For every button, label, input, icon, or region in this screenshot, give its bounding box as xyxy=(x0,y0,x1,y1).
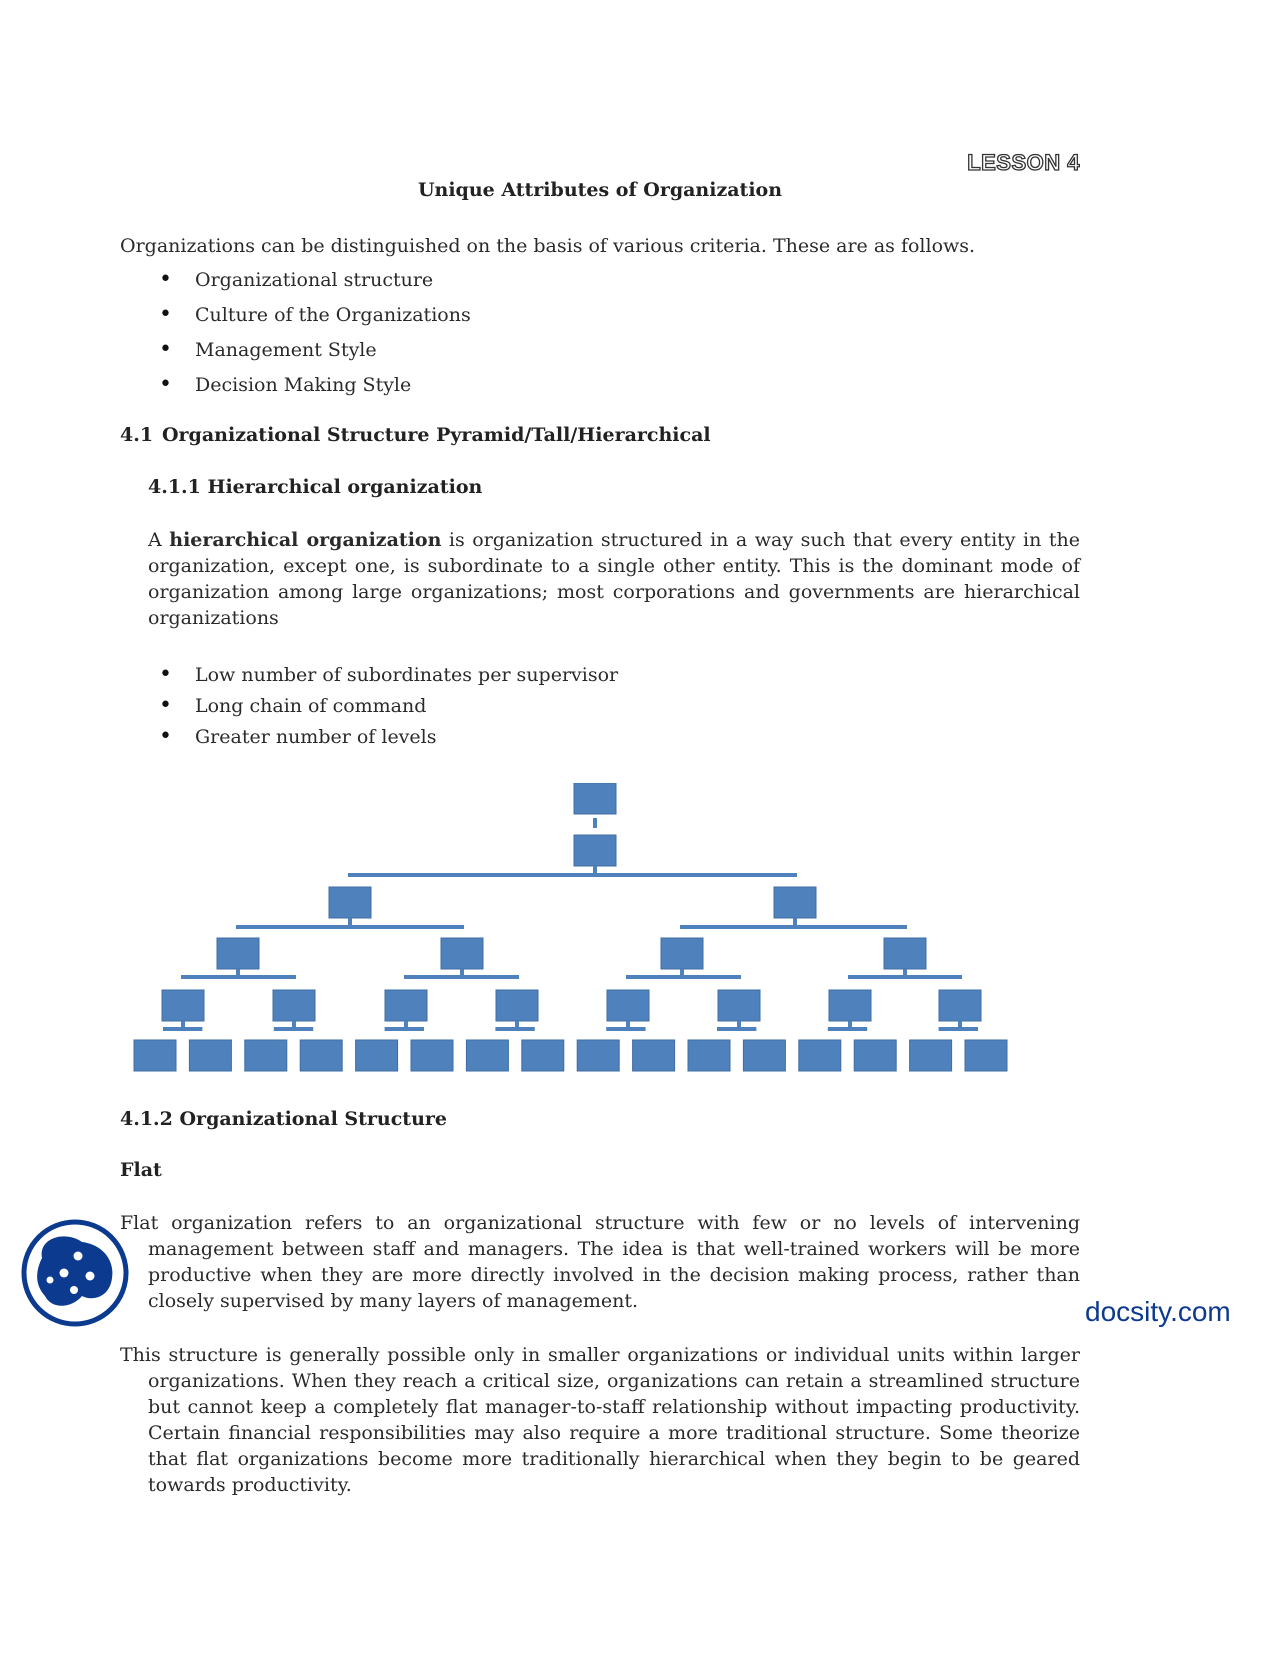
org-box-level-3 xyxy=(441,938,483,969)
section-number: 4.1 xyxy=(120,424,154,446)
bullet-icon: • xyxy=(159,337,172,362)
list-item: • Decision Making Style xyxy=(155,370,471,405)
section-4-1-heading xyxy=(120,424,711,446)
org-box-level-1 xyxy=(574,835,616,866)
org-box-level-3 xyxy=(661,938,703,969)
docsity-logo-icon xyxy=(20,1218,130,1328)
org-box-level-4 xyxy=(939,990,981,1021)
hierarchy-org-chart xyxy=(130,783,1060,1083)
bullet-icon: • xyxy=(159,662,172,687)
org-box-level-5 xyxy=(633,1040,675,1071)
section-4-1-1-heading: 4.1.1 Hierarchical organization xyxy=(148,476,483,498)
org-box-level-5 xyxy=(577,1040,619,1071)
org-box-level-5 xyxy=(854,1040,896,1071)
list-item: • Organizational structure xyxy=(155,265,471,300)
bullet-icon: • xyxy=(159,724,172,749)
org-box-level-5 xyxy=(466,1040,508,1071)
lesson-label: LESSON 4 xyxy=(967,150,1080,175)
org-box-level-4 xyxy=(162,990,204,1021)
org-box-top xyxy=(574,783,616,814)
org-box-level-5 xyxy=(411,1040,453,1071)
org-box-level-4 xyxy=(607,990,649,1021)
flat-paragraph-1: Flat organization refers to an organizational structure with few or no levels of intervening management between staff and managers. The idea is that well-trained workers will be more productive when they are more directly involved in the decision making process, rather than closely supervised by many layers of management. xyxy=(120,1212,1080,1312)
section-4-1-2-heading: 4.1.2 Organizational Structure xyxy=(120,1108,447,1130)
org-box-level-5 xyxy=(965,1040,1007,1071)
org-box-level-5 xyxy=(522,1040,564,1071)
org-box-level-5 xyxy=(189,1040,231,1071)
org-box-level-2 xyxy=(774,887,816,918)
bullet-icon: • xyxy=(159,693,172,718)
bullet-icon: • xyxy=(159,372,172,397)
org-box-level-5 xyxy=(688,1040,730,1071)
org-box-level-3 xyxy=(217,938,259,969)
hierarchical-paragraph: A hierarchical organization is organization structured in a way such that every entity in the organization, except one, is subordinate to a single other entity. This is the dominant mode of organization among large organizations; most corporations and governments are hierarchical organizations xyxy=(148,529,1080,629)
org-box-level-5 xyxy=(743,1040,785,1071)
flat-subheading: Flat xyxy=(120,1159,162,1181)
org-box-level-3 xyxy=(884,938,926,969)
flat-paragraph-2: This structure is generally possible only in smaller organizations or individual units within larger organizations. When they reach a critical size, organizations can retain a streamlined structure but cannot keep a completely flat manager-to-staff relationship without impacting productivity. Certain financial responsibilities may also require a more traditional structure. Some theorize that flat organizations become more traditionally hierarchical when they begin to be geared towards productivity. xyxy=(120,1344,1080,1496)
org-box-level-2 xyxy=(329,887,371,918)
org-box-level-5 xyxy=(300,1040,342,1071)
docsity-watermark: docsity.com xyxy=(1085,1296,1231,1327)
list-item: • Long chain of command xyxy=(155,691,618,722)
list-item: • Culture of the Organizations xyxy=(155,300,471,335)
org-box-level-4 xyxy=(718,990,760,1021)
org-box-level-5 xyxy=(245,1040,287,1071)
list-item: • Greater number of levels xyxy=(155,722,618,753)
list-item: • Low number of subordinates per supervisor xyxy=(155,660,618,691)
org-box-level-5 xyxy=(356,1040,398,1071)
bullet-icon: • xyxy=(159,302,172,327)
org-box-level-4 xyxy=(829,990,871,1021)
features-list xyxy=(155,660,618,753)
org-box-level-5 xyxy=(910,1040,952,1071)
org-box-level-4 xyxy=(496,990,538,1021)
page-title: Unique Attributes of Organization xyxy=(417,179,783,201)
bold-term: hierarchical organization xyxy=(169,529,442,551)
org-box-level-5 xyxy=(799,1040,841,1071)
section-title: Organizational Structure Pyramid/Tall/Hierarchical xyxy=(162,424,711,446)
org-box-level-5 xyxy=(134,1040,176,1071)
intro-paragraph: Organizations can be distinguished on the basis of various criteria. These are as follows. xyxy=(120,235,976,257)
bullet-icon: • xyxy=(159,267,172,292)
list-item: • Management Style xyxy=(155,335,471,370)
org-box-level-4 xyxy=(273,990,315,1021)
org-box-level-4 xyxy=(385,990,427,1021)
criteria-list xyxy=(155,265,471,405)
